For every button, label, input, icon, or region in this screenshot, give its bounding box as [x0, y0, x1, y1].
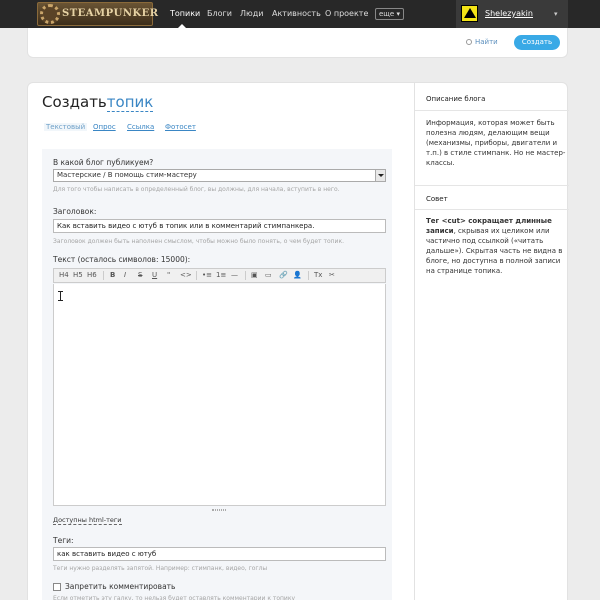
user-menu[interactable] — [456, 0, 568, 28]
toolbar-divider — [103, 271, 104, 280]
toolbar-divider — [308, 271, 309, 280]
h5-button[interactable]: H5 — [73, 271, 83, 279]
blog-select-value: Мастерские / В помощь стим-мастеру — [57, 171, 197, 179]
warning-icon — [464, 8, 476, 18]
no-comments-label: Запретить комментировать — [65, 582, 176, 591]
sidebar-divider — [415, 185, 569, 186]
nav-blogs[interactable]: Блоги — [207, 9, 232, 18]
nav-activity[interactable]: Активность — [272, 9, 321, 18]
editor-resize-handle[interactable] — [212, 509, 226, 511]
gear-icon — [40, 4, 60, 24]
blog-note: Для того чтобы написать в определенный блог, вы должны, для начала, вступить в него. — [53, 186, 340, 193]
toolbar-divider — [196, 271, 197, 280]
title-note: Заголовок должен быть наполнен смыслом, чтобы можно было понять, о чем будет топик. — [53, 238, 344, 245]
title-input[interactable]: Как вставить видео с ютуб в топик или в комментарий стимпанкера. — [53, 219, 386, 233]
more-label: еще — [379, 10, 395, 18]
nav-topics[interactable]: Топики — [170, 9, 201, 18]
blog-description: Информация, которая может быть полезна людям, делающим вещи (механизмы, приборы, двигатели и т.п.) в стиле стимпанк. Но не мастер-классы. — [426, 119, 566, 167]
tab-link[interactable]: Ссылка — [127, 123, 155, 131]
toolbar-divider — [245, 271, 246, 280]
site-logo[interactable] — [37, 2, 159, 26]
bullet-list-button[interactable]: •≡ — [202, 271, 212, 279]
italic-button[interactable]: I — [124, 271, 127, 279]
search-label: Найти — [475, 38, 498, 46]
blog-label: В какой блог публикуем? — [53, 158, 154, 167]
sidebar — [414, 83, 569, 600]
link-icon[interactable]: 🔗 — [279, 271, 288, 279]
content-panel — [27, 82, 568, 600]
underline-button[interactable]: U — [152, 271, 158, 279]
h6-button[interactable]: H6 — [87, 271, 97, 279]
chevron-down-icon[interactable] — [375, 170, 385, 181]
tags-note: Теги нужно разделять запятой. Например: стимпанк, видео, гоглы — [53, 565, 268, 572]
tab-photoset[interactable]: Фотосет — [165, 123, 196, 131]
no-comments-checkbox[interactable] — [53, 583, 61, 591]
nav-people[interactable]: Люди — [240, 9, 264, 18]
strike-button[interactable]: S — [138, 271, 143, 279]
tip-title: Совет — [426, 195, 448, 203]
search-icon — [466, 39, 472, 45]
tip-text-rest: , скрывая их целиком или частично под ссылкой («читать дальше»). Скрытая часть не видна в блоге, но доступна в полной записи на странице топика. — [426, 227, 563, 275]
page-title — [42, 93, 153, 111]
clear-format-button[interactable]: Tx — [314, 271, 323, 279]
cut-icon[interactable]: ✂ — [329, 271, 335, 279]
logo-text: STEAMPUNKER — [62, 8, 159, 19]
text-cursor-icon — [60, 291, 61, 301]
text-label: Текст (осталось символов: 15000): — [53, 255, 191, 264]
text-editor[interactable] — [53, 284, 386, 506]
blog-description-title: Описание блога — [426, 95, 486, 103]
code-button[interactable]: <> — [180, 271, 192, 279]
tip-text — [426, 216, 566, 276]
chevron-down-icon[interactable]: ▾ — [554, 10, 558, 18]
tab-text[interactable]: Текстовый — [46, 123, 86, 131]
nav-about[interactable]: О проекте — [325, 9, 369, 18]
bold-button[interactable]: B — [110, 271, 116, 279]
more-dropdown[interactable]: еще ▾ — [375, 8, 404, 20]
h4-button[interactable]: H4 — [59, 271, 69, 279]
editor-toolbar — [53, 268, 386, 283]
search-link[interactable] — [466, 38, 498, 46]
username-link[interactable]: Shelezyakin — [485, 9, 533, 18]
html-tags-link[interactable]: Доступны html-теги — [53, 516, 122, 524]
sidebar-divider — [415, 209, 569, 210]
sidebar-divider — [415, 110, 569, 111]
user-icon[interactable]: 👤 — [293, 271, 302, 279]
tags-label: Теги: — [53, 536, 74, 545]
top-navbar — [0, 0, 600, 28]
tip-text-bold: Тег <cut> сокращает длинные записи — [426, 217, 552, 235]
image-button[interactable]: ▣ — [251, 271, 258, 279]
blog-select[interactable] — [53, 169, 386, 182]
no-comments-note: Если отметить эту галку, то нельзя будет оставлять комментарии к топику — [53, 595, 296, 600]
avatar[interactable] — [461, 5, 478, 22]
create-button[interactable]: Создать — [514, 35, 560, 50]
topic-type-dropdown[interactable]: топик — [106, 93, 154, 111]
page-title-prefix: Создать — [42, 93, 107, 111]
action-bar — [27, 28, 568, 58]
numbered-list-button[interactable]: 1≡ — [216, 271, 227, 279]
title-label: Заголовок: — [53, 207, 97, 216]
tags-input[interactable]: как вставить видео с ютуб — [53, 547, 386, 561]
quote-button[interactable]: " — [167, 271, 171, 279]
tab-poll[interactable]: Опрос — [93, 123, 116, 131]
video-button[interactable]: ▭ — [265, 271, 272, 279]
topic-form — [42, 149, 392, 600]
line-button[interactable]: — — [231, 271, 238, 279]
